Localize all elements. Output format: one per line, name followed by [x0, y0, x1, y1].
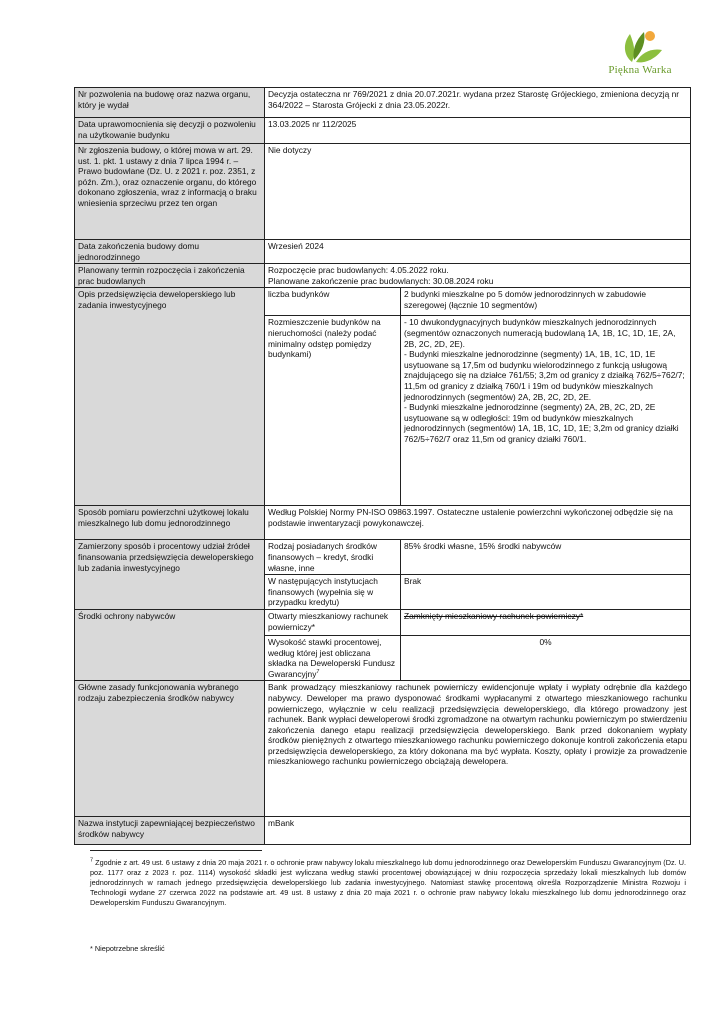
institution-label: Nazwa instytucji zapewniającej bezpieczeństwo środków nabywcy [75, 817, 265, 845]
footnote-marker: 7 [316, 668, 320, 675]
table-row [75, 118, 691, 144]
building-layout-value [401, 316, 691, 506]
guarantee-rate-value: 0% [401, 635, 691, 680]
asterisk-note: * Niepotrzebne skreślić [90, 944, 165, 953]
financing-kind-label: Rodzaj posiadanych środków finansowych – kredyt, środki własne, inne [265, 540, 401, 575]
notification-label: Nr zgłoszenia budowy, o której mowa w art. 29. ust. 1. pkt. 1 ustawy z dnia 7 lipca 1994 r. – Prawo budowlane (Dz. U. z 2021 r. poz. 2351, z późn. Zm.), oraz oznaczenie organu, do którego dokonano zgłoszenia, wraz z informacją o braku wniesienia sprzeciwu przez ten organ [75, 144, 265, 240]
principles-value: Bank prowadzący mieszkaniowy rachunek powierniczy ewidencjonuje wpłaty i wypłaty odrębnie dla każdego nabywcy. Deweloper ma prawo dysponować środkami wypłacanymi z otwartego mieszkaniowego rachunku powierniczego, wyłącznie w celu realizacji przedsięwzięcia deweloperskiego, dla którego prowadzony jest rachunek. Bank wypłaci deweloperowi środki zgromadzone na otwartym rachunku powierniczym po stwierdzeniu zakończenia danego etapu realizacji przedsięwzięcia deweloperskiego. Bank przed dokonaniem wypłaty środków pieniężnych z otwartego mieszkaniowego rachunku powierniczego dokonuje kontroli zakończenia etapu przedsięwzięcia deweloperskiego, za który dokonana ma być wypłata. Koszty, opłaty i prowizje za prowadzenie mieszkaniowego rachunku powierniczego obciążają dewelopera. [265, 681, 691, 817]
building-layout-label: Rozmieszczenie budynków na nieruchomości (należy podać minimalny odstęp pomiędzy budynkami) [265, 316, 401, 506]
guarantee-rate-text: Wysokość stawki procentowej, według której jest obliczana składka na Deweloperski Fundusz Gwarancyjny [268, 636, 396, 679]
table-row [75, 681, 691, 817]
measurement-label: Sposób pomiaru powierzchni użytkowej lokalu mieszkalnego lub domu jednorodzinnego [75, 506, 265, 540]
table-row [75, 144, 691, 240]
table-row [75, 540, 691, 575]
measurement-value: Według Polskiej Normy PN-ISO 09863.1997. Ostateczne ustalenie powierzchni wykończonej odbędzie się na podstawie inwentaryzacji powykonawczej. [265, 506, 691, 540]
table-row [75, 240, 691, 264]
leaf-logo-icon [610, 26, 670, 66]
completion-label: Data zakończenia budowy domu jednorodzinnego [75, 240, 265, 264]
open-account-label: Otwarty mieszkaniowy rachunek powierniczy* [265, 609, 401, 635]
protection-label: Środki ochrony nabywców [75, 609, 265, 680]
schedule-start: Rozpoczęcie prac budowlanych: 4.05.2022 roku. [268, 265, 449, 276]
institution-value: mBank [265, 817, 691, 845]
schedule-label: Planowany termin rozpoczęcia i zakończenia prac budowlanych [75, 264, 265, 288]
company-logo [600, 26, 680, 82]
table-row [75, 288, 691, 316]
financing-institutions-value: Brak [401, 575, 691, 610]
schedule-value [265, 264, 691, 288]
layout-paragraph: - Budynki mieszkalne jednorodzinne (segmenty) 1A, 1B, 1C, 1D, 1E usytuowane są 17,5m od budynku wielorodzinnego z funkcją usługową znajdującego się na działce 761/55; 3,2m od granicy z działką 762/5÷762/7; 11,5m od granicy z działką 760/1 i 19m od budynków mieszkalnych jednorodzinnych (segmentów) 2A, 2B, 2C, 2D, 2E. [404, 349, 685, 402]
footnote [90, 858, 686, 908]
table-row [75, 264, 691, 288]
table-row [75, 506, 691, 540]
closed-account-label: Zamknięty mieszkaniowy rachunek powierniczy* [401, 609, 691, 635]
description-label: Opis przedsięwzięcia deweloperskiego lub zadania inwestycyjnego [75, 288, 265, 506]
layout-paragraph: - Budynki mieszkalne jednorodzinne (segmenty) 2A, 2B, 2C, 2D, 2E usytuowane są w odległości: 19m od budynków mieszkalnych jednorodzinnych (segmentów) 1A, 1B, 1C, 1D, 1E; 3,2m od granicy działki 762/5÷762/7 oraz 11,5m od granicy działki 760/1. [404, 402, 679, 444]
schedule-end: Planowane zakończenie prac budowlanych: 30.08.2024 roku [268, 275, 494, 286]
footnote-divider [90, 850, 262, 851]
table-row [75, 817, 691, 845]
logo-text: Piękna Warka [608, 64, 672, 76]
financing-label: Zamierzony sposób i procentowy udział źródeł finansowania przedsięwzięcia deweloperskiego lub zadania inwestycyjnego [75, 540, 265, 610]
principles-label: Główne zasady funkcjonowania wybranego rodzaju zabezpieczenia środków nabywcy [75, 681, 265, 817]
building-count-label: liczba budynków [265, 288, 401, 316]
footnote-text: Zgodnie z art. 49 ust. 6 ustawy z dnia 20 maja 2021 r. o ochronie praw nabywcy lokalu mieszkalnego lub domu jednorodzinnego oraz Deweloperskim Funduszu Gwarancyjnym (Dz. U. poz. 1177 oraz z 2023 r. poz. 1114) wysokość składki jest wyliczana według stawki procentowej obowiązującej w dniu rozpoczęcia sprzedaży lokali mieszkalnych lub domów jednorodzinnych w ramach jednego przedsięwzięcia deweloperskiego lub zadania inwestycyjnego. Natomiast stawkę procentową określa Rozporządzenie Ministra Rozwoju i Technologii wydane 27 czerwca 2022 na podstawie art. 49 ust. 8 ustawy z dnia 20 maja 2021 r. o ochronie praw nabywcy lokalu mieszkalnego lub domu jednorodzinnego oraz Deweloperskim Funduszu Gwarancyjnym. [90, 858, 686, 907]
notification-value: Nie dotyczy [265, 144, 691, 240]
financing-kind-value: 85% środki własne, 15% środki nabywców [401, 540, 691, 575]
financing-institutions-label: W następujących instytucjach finansowych (wypełnia się w przypadku kredytu) [265, 575, 401, 610]
table-row [75, 609, 691, 635]
completion-value: Wrzesień 2024 [265, 240, 691, 264]
guarantee-rate-label [265, 635, 401, 680]
occupancy-label: Data uprawomocnienia się decyzji o pozwoleniu na użytkowanie budynku [75, 118, 265, 144]
layout-paragraph: - 10 dwukondygnacyjnych budynków mieszkalnych jednorodzinnych (segmentów oznaczonych numeracją budowlaną 1A, 1B, 1C, 1D, 1E, 2A, 2B, 2C, 2D, 2E). [404, 317, 676, 349]
footnote-number: 7 [90, 857, 94, 864]
occupancy-value: 13.03.2025 nr 112/2025 [265, 118, 691, 144]
permit-value: Decyzja ostateczna nr 769/2021 z dnia 20.07.2021r. wydana przez Starostę Grójeckiego, zmieniona decyzją nr 364/2022 – Starosta Grójecki z dnia 23.05.2022r. [265, 88, 691, 118]
table-row [75, 88, 691, 118]
developer-info-table [74, 87, 691, 845]
building-count-value: 2 budynki mieszkalne po 5 domów jednorodzinnych w zabudowie szeregowej (łącznie 10 segmentów) [401, 288, 691, 316]
permit-label: Nr pozwolenia na budowę oraz nazwa organu, który je wydał [75, 88, 265, 118]
